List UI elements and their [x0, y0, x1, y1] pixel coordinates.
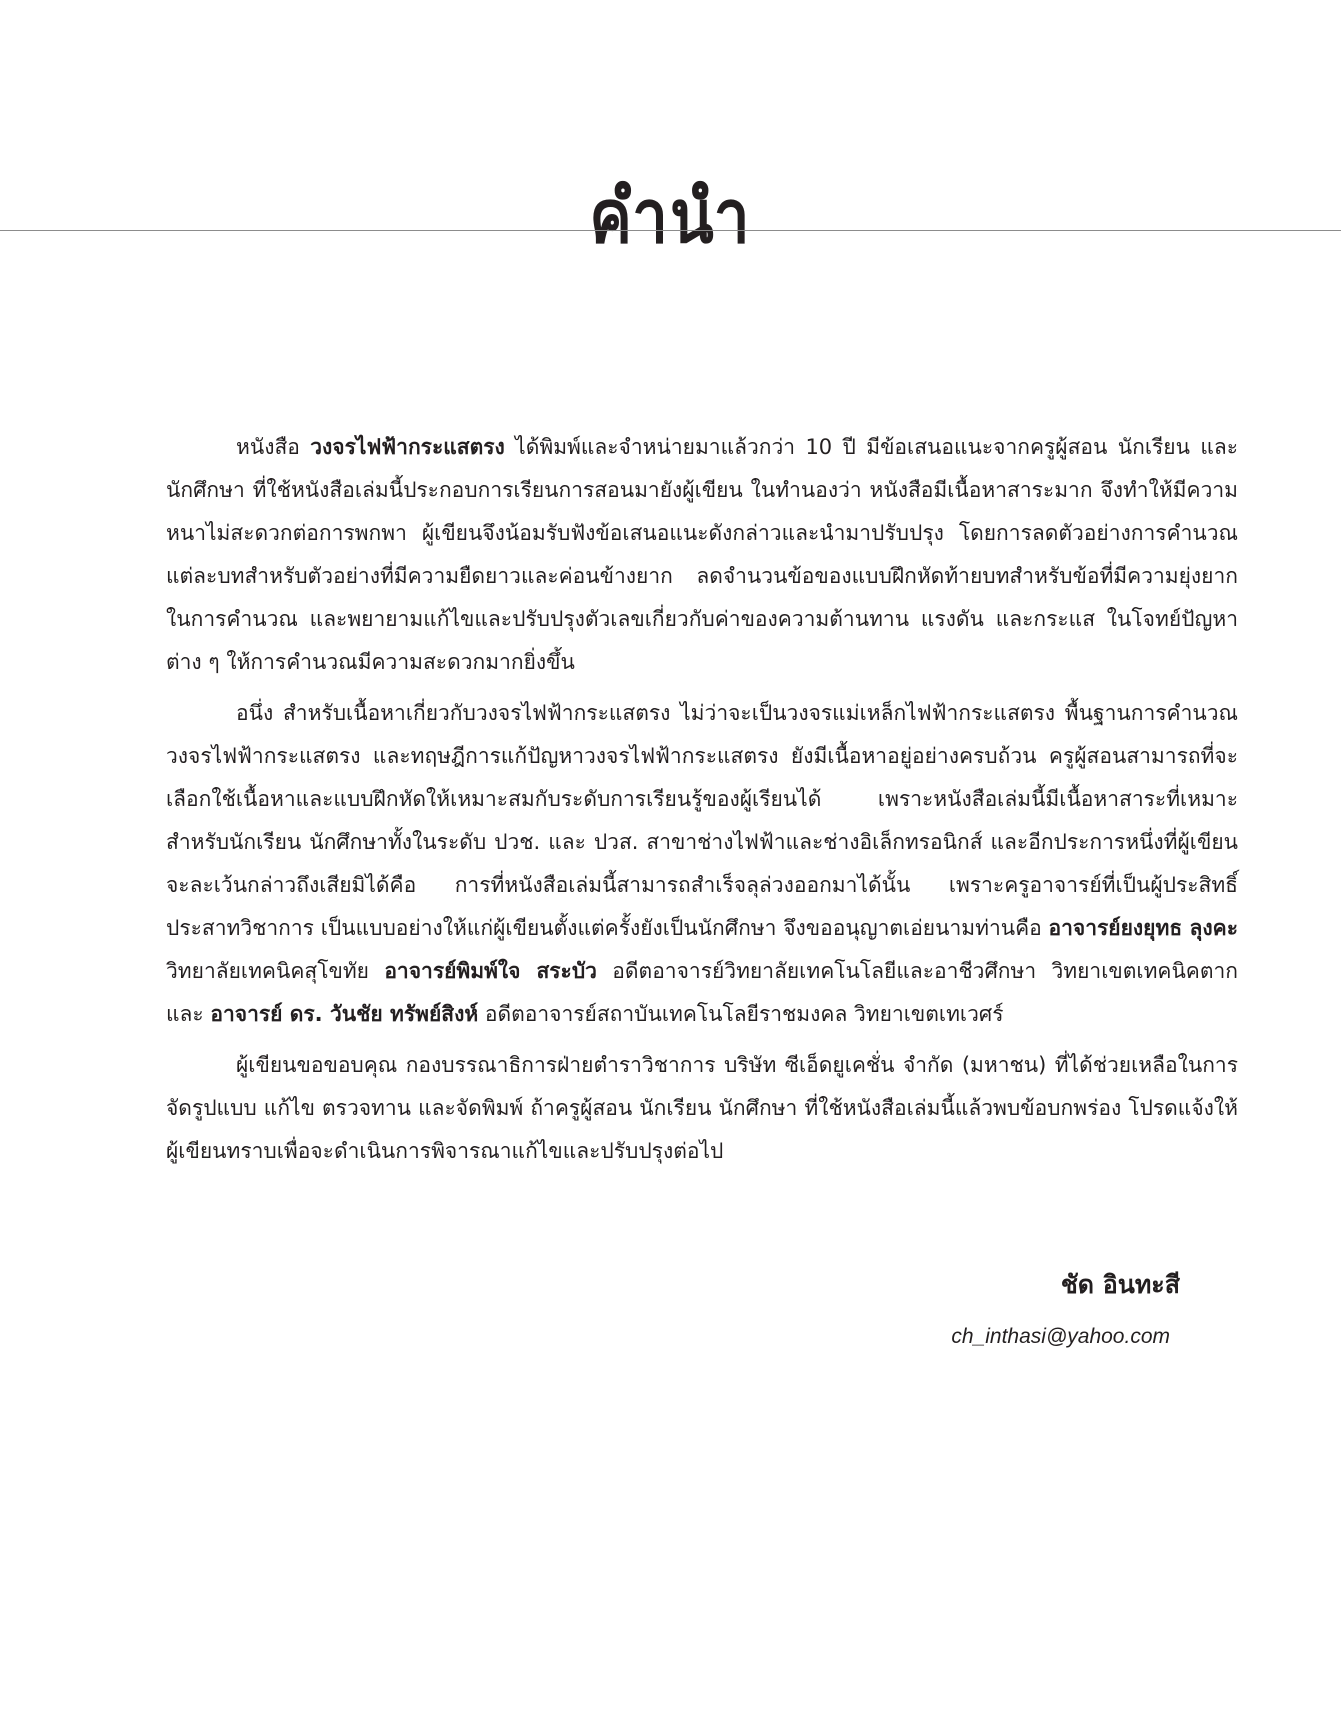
paragraph-3: [166, 1044, 1238, 1173]
paragraph-3-text: ผู้เขียนขอขอบคุณ กองบรรณาธิการฝ่ายตำราวิชาการ บริษัท ซีเอ็ดยูเคชั่น จำกัด (มหาชน) ที่ได้ช่วยเหลือในการจัดรูปแบบ แก้ไข ตรวจทาน และจัดพิมพ์ ถ้าครูผู้สอน นักเรียน นักศึกษา ที่ใช้หนังสือเล่มนี้แล้วพบข้อบกพร่อง โปรดแจ้งให้ผู้เขียนทราบเพื่อจะดำเนินการพิจารณาแก้ไขและปรับปรุงต่อไป: [166, 1053, 1238, 1163]
page-title: คำนำ: [589, 175, 752, 261]
paragraph-2-text-2: วิทยาลัยเทคนิคสุโขทัย: [166, 959, 385, 983]
author-name: ชัด อินทะสี: [1060, 1270, 1180, 1299]
paragraph-2-text-4: อดีตอาจารย์สถาบันเทคโนโลยีราชมงคล วิทยาเขตเทเวศร์: [478, 1002, 1004, 1026]
paragraph-2-text-3: อดีตอาจารย์วิทยาลัยเทคโนโลยีและอาชีวศึกษา วิทยาเขตเทคนิคตาก และ: [166, 959, 1239, 1026]
paragraph-1-text: ได้พิมพ์และจำหน่ายมาแล้วกว่า 10 ปี มีข้อเสนอแนะจากครูผู้สอน นักเรียน และนักศึกษา ที่ใช้หนังสือเล่มนี้ประกอบการเรียนการสอนมายังผู้เขียน ในทำนองว่า หนังสือมีเนื้อหาสาระมาก จึงทำให้มีความหนาไม่สะดวกต่อการพกพา ผู้เขียนจึงน้อมรับฟังข้อเสนอแนะดังกล่าวและนำมาปรับปรุง โดยการลดตัวอย่างการคำนวณแต่ละบทสำหรับตัวอย่างที่มีความยืดยาวและค่อนข้างยาก ลดจำนวนข้อของแบบฝึกหัดท้ายบทสำหรับข้อที่มีความยุ่งยากในการคำนวณ และพยายามแก้ไขและปรับปรุงตัวเลขเกี่ยวกับค่าของความต้านทาน แรงดัน และกระแส ในโจทย์ปัญหาต่าง ๆ ให้การคำนวณมีความสะดวกมากยิ่งขึ้น: [166, 435, 1238, 674]
paragraph-1: [166, 426, 1238, 684]
paragraph-2-text: อนึ่ง สำหรับเนื้อหาเกี่ยวกับวงจรไฟฟ้ากระแสตรง ไม่ว่าจะเป็นวงจรแม่เหล็กไฟฟ้ากระแสตรง พื้นฐานการคำนวณวงจรไฟฟ้ากระแสตรง และทฤษฎีการแก้ปัญหาวงจรไฟฟ้ากระแสตรง ยังมีเนื้อหาอยู่อย่างครบถ้วน ครูผู้สอนสามารถที่จะเลือกใช้เนื้อหาและแบบฝึกหัดให้เหมาะสมกับระดับการเรียนรู้ของผู้เรียนได้ เพราะหนังสือเล่มนี้มีเนื้อหาสาระที่เหมาะสำหรับนักเรียน นักศึกษาทั้งในระดับ ปวช. และ ปวส. สาขาช่างไฟฟ้าและช่างอิเล็กทรอนิกส์ และอีกประการหนึ่งที่ผู้เขียนจะละเว้นกล่าวถึงเสียมิได้คือ การที่หนังสือเล่มนี้สามารถสำเร็จลุล่วงออกมาได้นั้น เพราะครูอาจารย์ที่เป็นผู้ประสิทธิ์ประสาทวิชาการ เป็นแบบอย่างให้แก่ผู้เขียนตั้งแต่ครั้งยังเป็นนักศึกษา จึงขออนุญาตเอ่ยนามท่านคือ: [166, 701, 1238, 940]
paragraph-2: [166, 692, 1238, 1036]
book-title: วงจรไฟฟ้ากระแสตรง: [310, 435, 505, 459]
teacher-name-1: อาจารย์ยงยุทธ ลุงคะ: [1048, 916, 1238, 940]
author-email: ch_inthasi@yahoo.com: [951, 1325, 1170, 1348]
teacher-name-3: อาจารย์ ดร. วันชัย ทรัพย์สิงห์: [210, 1002, 479, 1026]
paragraph-1-intro: หนังสือ: [236, 435, 311, 459]
preface-body: [166, 426, 1238, 1181]
teacher-name-2: อาจารย์พิมพ์ใจ สระบัว: [384, 959, 597, 983]
title-divider: [0, 230, 1341, 231]
